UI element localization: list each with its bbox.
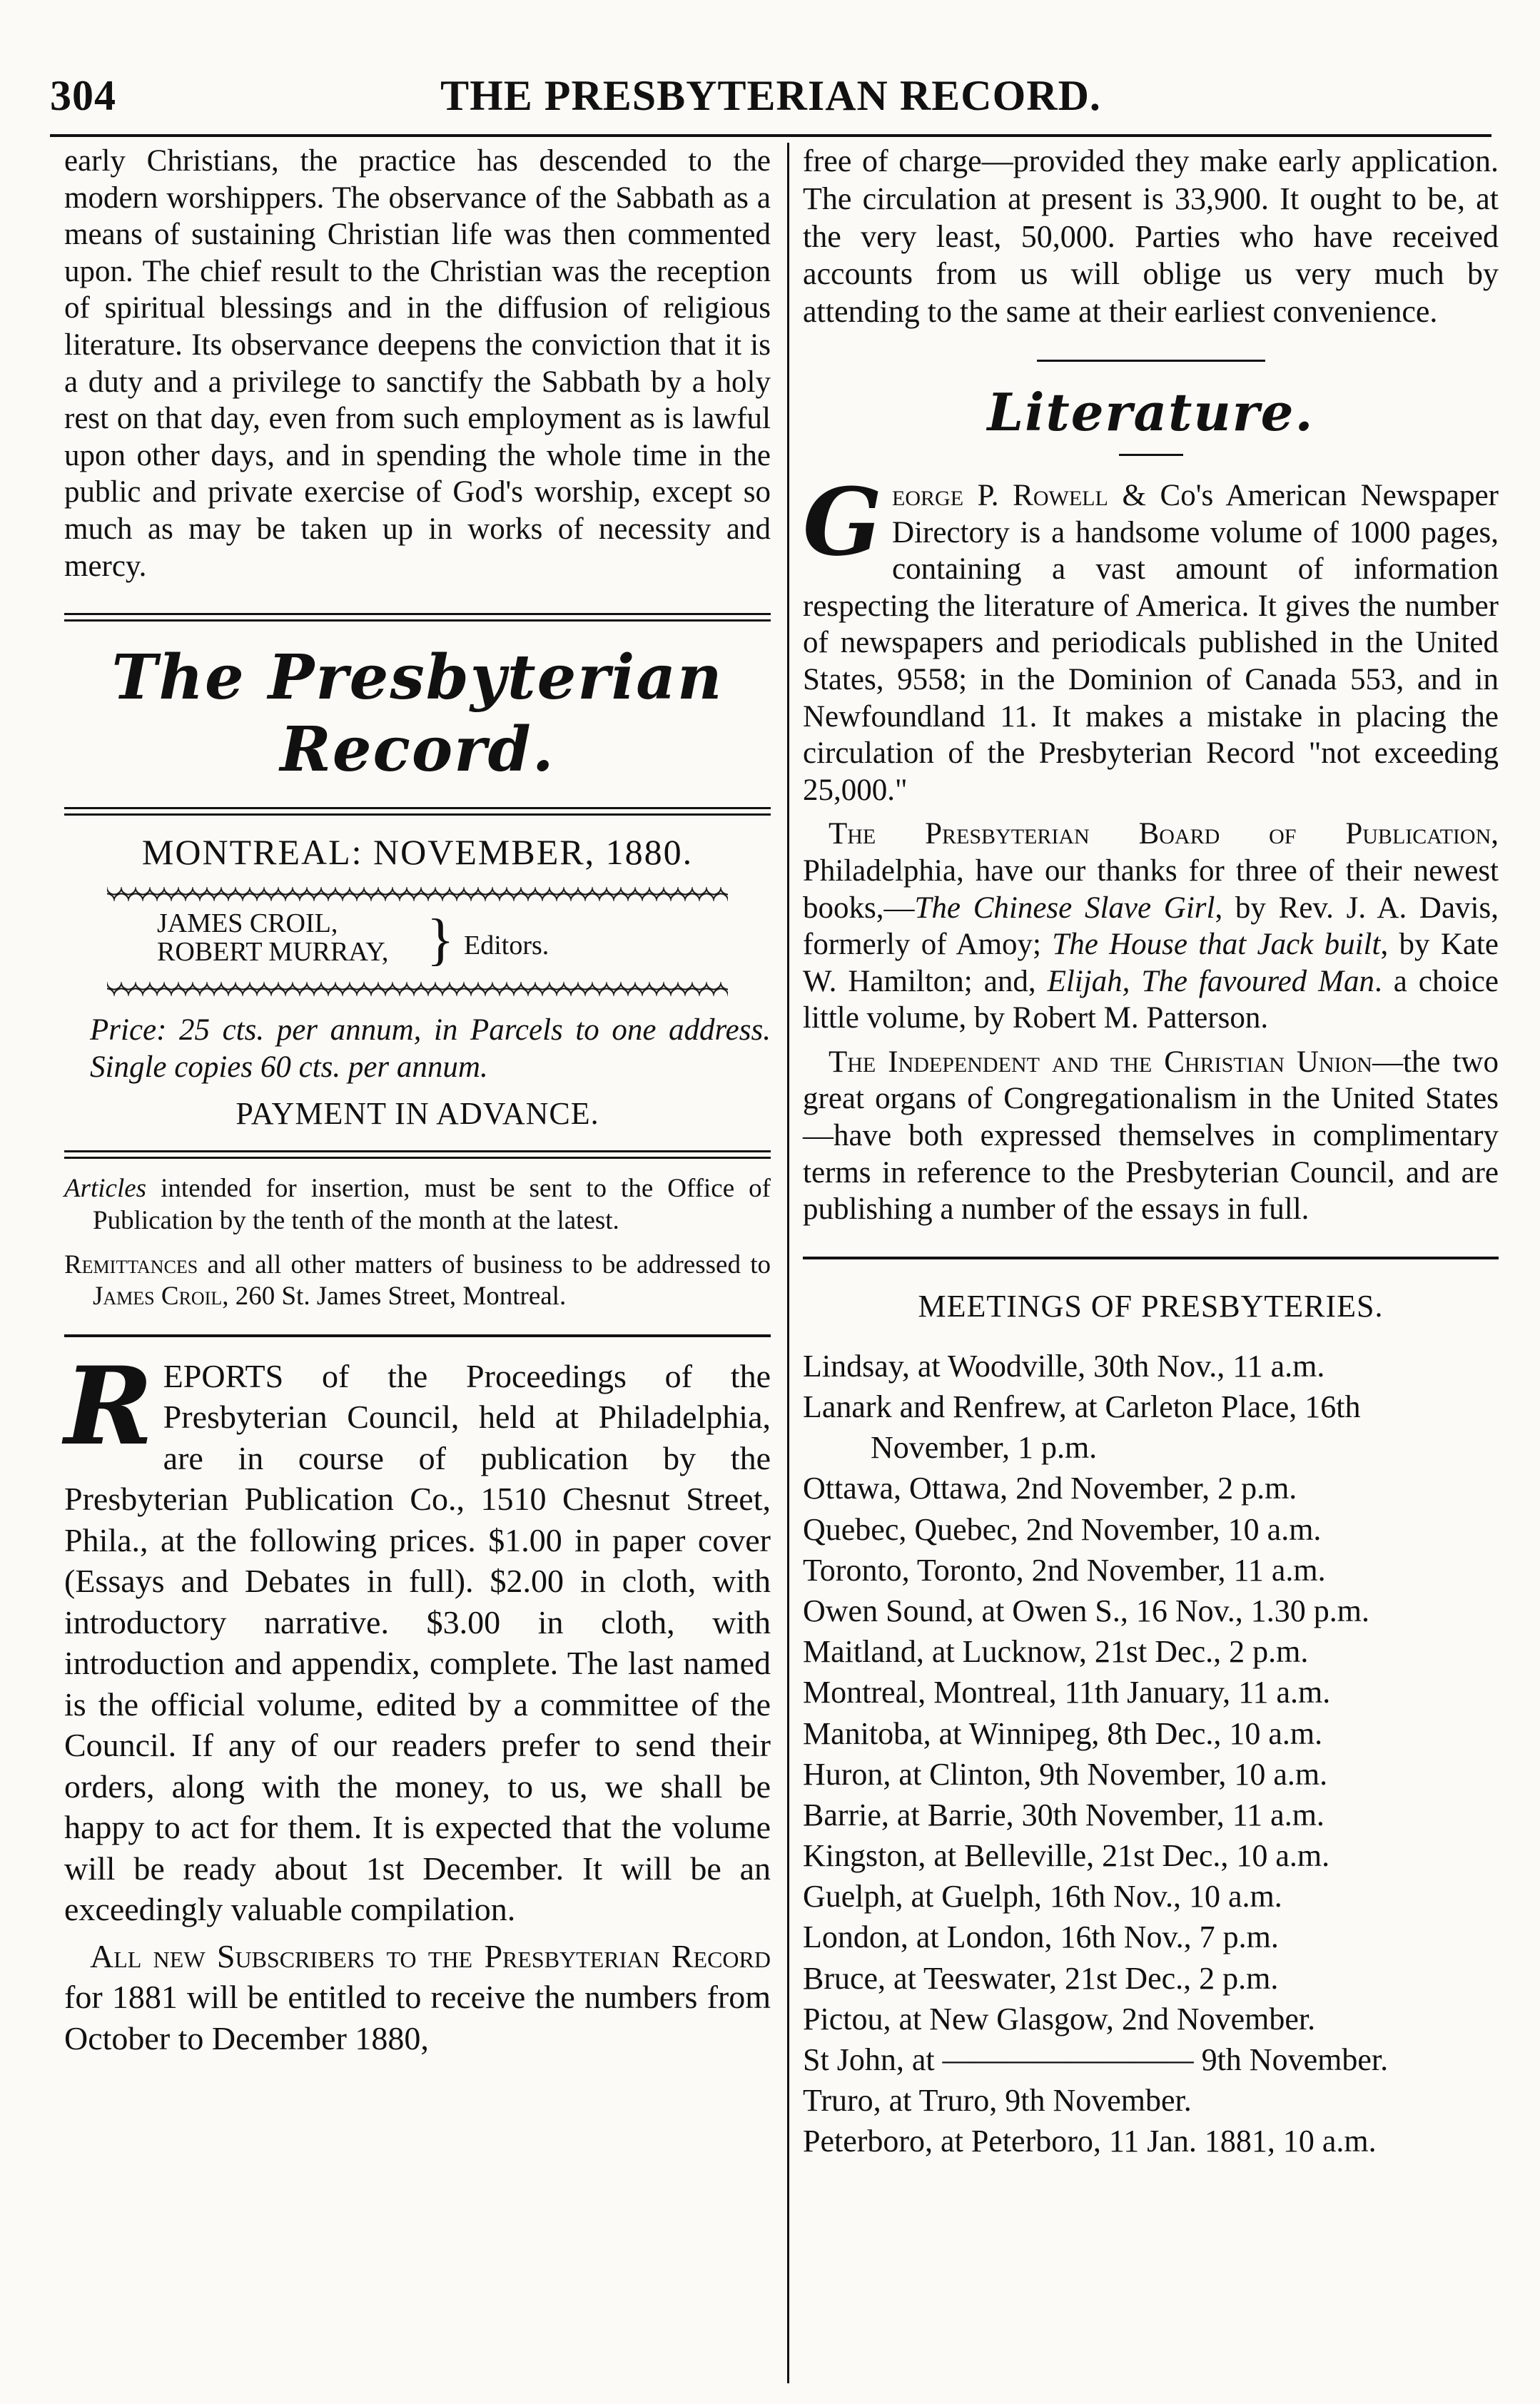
- page-header: [50, 71, 1491, 128]
- meeting-item: Guelph, at Guelph, 16th Nov., 10 a.m.: [803, 1879, 1282, 1914]
- meeting-item: Owen Sound, at Owen S., 16 Nov., 1.30 p.m.: [803, 1593, 1369, 1628]
- reports-paragraph: REPORTS of the Proceedings of the Presbyterian Council, held at Philadelphia, are in course of publication by the Presbyterian Publication Co., 1510 Chesnut Street, Phila., at the following prices. $1.00 in paper cover (Essays and Debates in full). $2.00 in cloth, with introductory narrative. $3.00 in cloth, with introduction and appendix, complete. The last named is the official volume, edited by a committee of the Council. If any of our readers prefer to send their orders, along with the money, to us, we shall be happy to act for them. It is expected that the volume will be ready about 1st December. It will be an exceedingly valuable compilation.: [64, 1343, 771, 1928]
- editors-label: Editors.: [464, 930, 549, 961]
- board-paragraph: The Presbyterian Board of Publication, Philadelphia, have our thanks for three of their newest books,—The Chinese Slave Girl, by Rev. J. A. Davis, formerly of Amoy; The House that Jack built, by Kate W. Hamilton; and, Elijah, The favoured Man. a choice little volume, by Robert M. Patterson.: [803, 817, 1499, 1035]
- drop-cap: R: [64, 1343, 153, 1469]
- meeting-item: Lanark and Renfrew, at Carleton Place, 16th November, 1 p.m.: [803, 1389, 1361, 1466]
- wavy-rule: [107, 887, 728, 901]
- rowell-paragraph: George P. Rowell & Co's American Newspaper Directory is a handsome volume of 1000 pages, containing a vast amount of information respecting the literature of America. It gives the number of newspapers and periodicals published in the United States, 9558; in the Dominion of Canada 553, and in Newfoundland 11. It makes a mistake in placing the circulation of the Presbyterian Record "not exceeding 25,000.": [803, 467, 1499, 807]
- editors-block: [64, 910, 771, 978]
- dateline: MONTREAL: NOVEMBER, 1880.: [141, 832, 694, 873]
- masthead-rule-top: [64, 613, 771, 622]
- tiny-rule: [1119, 454, 1183, 456]
- meetings-list: [803, 1346, 1499, 2162]
- editor-name: ROBERT MURRAY,: [157, 937, 389, 968]
- header-rule: [50, 134, 1491, 137]
- section-rule: [64, 1150, 771, 1159]
- payment-note: PAYMENT IN ADVANCE.: [235, 1096, 599, 1132]
- meeting-item: Toronto, Toronto, 2nd November, 11 a.m.: [803, 1552, 1326, 1588]
- meeting-item: Ottawa, Ottawa, 2nd November, 2 p.m.: [803, 1471, 1297, 1506]
- articles-notice: Articles intended for insertion, must be sent to the Office of Publication by the tenth of the month at the latest.: [64, 1174, 771, 1235]
- meeting-item: Bruce, at Teeswater, 21st Dec., 2 p.m.: [803, 1960, 1279, 1996]
- independent-paragraph: The Independent and the Christian Union—the two great organs of Congregationalism in the United States—have both expressed themselves in complimentary terms in reference to the Presbyterian Council, and are publishing a number of the essays in full.: [803, 1045, 1499, 1227]
- meeting-item: Pictou, at New Glasgow, 2nd November.: [803, 2001, 1316, 2037]
- meeting-item: Montreal, Montreal, 11th January, 11 a.m.: [803, 1675, 1331, 1710]
- meeting-item: London, at London, 16th Nov., 7 p.m.: [803, 1919, 1279, 1955]
- editor-name: JAMES CROIL,: [157, 908, 338, 939]
- section-rule: [64, 1334, 771, 1337]
- short-rule: [1037, 360, 1265, 362]
- masthead-rule-bottom: [64, 807, 771, 816]
- meeting-item: Barrie, at Barrie, 30th November, 11 a.m.: [803, 1797, 1324, 1832]
- meeting-item: Quebec, Quebec, 2nd November, 10 a.m.: [803, 1511, 1322, 1547]
- meeting-item: Peterboro, at Peterboro, 11 Jan. 1881, 10 a.m.: [803, 2124, 1377, 2159]
- subscribers-paragraph: All new Subscribers to the Presbyterian Record for 1881 will be entitled to receive the numbers from October to December 1880,: [64, 1937, 771, 2056]
- remittances-notice: Remittances and all other matters of business to be addressed to James Croil, 260 St. James Street, Montreal.: [64, 1250, 771, 1312]
- running-title: THE PRESBYTERIAN RECORD.: [440, 72, 1101, 119]
- literature-heading: Literature.: [987, 381, 1314, 442]
- continued-paragraph: free of charge—provided they make early application. The circulation at present is 33,900. It ought to be, at the very least, 50,000. Parties who have received accounts from us will oblige us very much by attending to the same at their earliest convenience.: [803, 143, 1499, 330]
- meeting-item: Truro, at Truro, 9th November.: [803, 2083, 1192, 2119]
- drop-cap: G: [803, 467, 883, 577]
- brace: }: [427, 908, 455, 972]
- meeting-item: Manitoba, at Winnipeg, 8th Dec., 10 a.m.: [803, 1715, 1323, 1751]
- right-column: [803, 143, 1499, 2162]
- meeting-item: St John, at ———————— 9th November.: [803, 2042, 1389, 2078]
- meeting-item: Maitland, at Lucknow, 21st Dec., 2 p.m.: [803, 1634, 1309, 1670]
- masthead-title: The Presbyterian Record.: [111, 641, 724, 786]
- column-divider: [787, 143, 789, 2383]
- meeting-item: Lindsay, at Woodville, 30th Nov., 11 a.m.: [803, 1348, 1325, 1384]
- meeting-item: Huron, at Clinton, 9th November, 10 a.m.: [803, 1756, 1328, 1792]
- meetings-heading: MEETINGS OF PRESBYTERIES.: [918, 1288, 1384, 1324]
- left-column: [64, 143, 771, 2059]
- wavy-rule: [107, 982, 728, 996]
- page-number: 304: [50, 72, 116, 119]
- intro-paragraph: early Christians, the practice has descended to the modern worshippers. The observance of the Sabbath as a means of sustaining Christian life was then commented upon. The chief result to the Christian was the reception of spiritual blessings and in the diffusion of religious literature. Its observance deepens the conviction that it is a duty and a privilege to sanctify the Sabbath by a holy rest on that day, even from such employment as is lawful upon other days, and in spending the whole time in the public and private exercise of God's worship, except so much as may be taken up in works of necessity and mercy.: [64, 144, 771, 583]
- price-line: Price: 25 cts. per annum, in Parcels to one address. Single copies 60 cts. per annum.: [90, 1013, 771, 1084]
- section-rule: [803, 1257, 1499, 1259]
- meeting-item: Kingston, at Belleville, 21st Dec., 10 a.m.: [803, 1838, 1330, 1874]
